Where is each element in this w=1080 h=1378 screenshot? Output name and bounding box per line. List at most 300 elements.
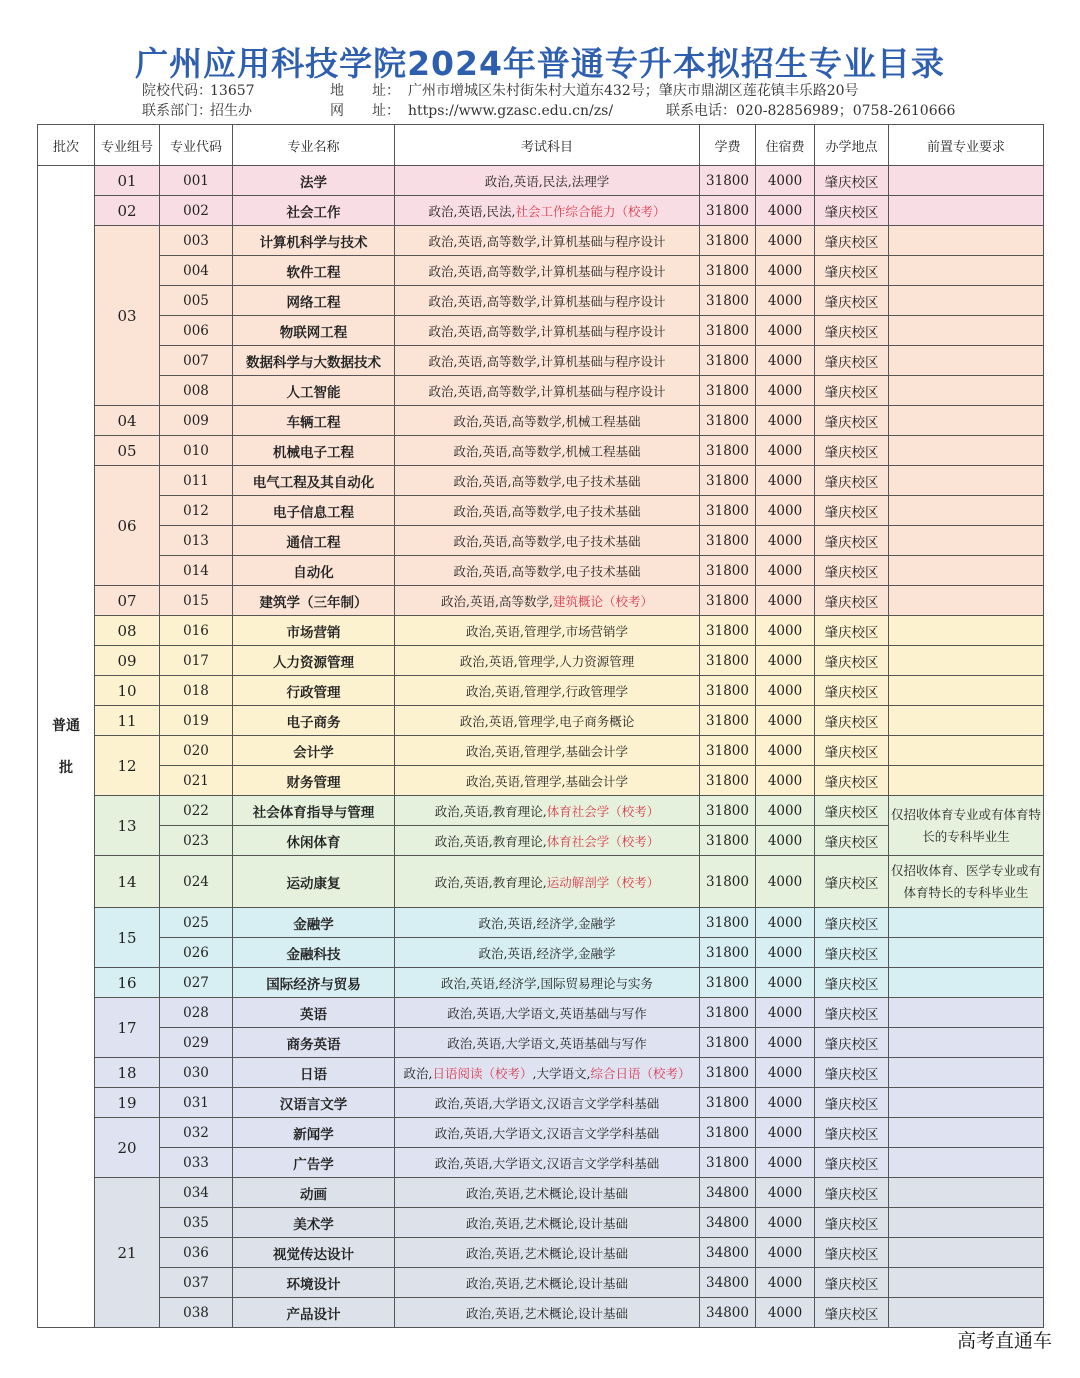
exam-subjects-cell <box>395 968 700 998</box>
table-row <box>38 1208 1044 1238</box>
major-code-cell: 038 <box>160 1298 233 1328</box>
tuition-cell: 31800 <box>700 676 756 706</box>
major-code-cell: 008 <box>160 376 233 406</box>
dorm-fee-cell: 4000 <box>756 496 815 526</box>
campus-cell: 肇庆校区 <box>815 908 889 938</box>
major-name-cell: 美术学 <box>233 1208 395 1238</box>
prerequisite-cell <box>889 406 1044 436</box>
dorm-fee-cell: 4000 <box>756 616 815 646</box>
dorm-fee-cell: 4000 <box>756 526 815 556</box>
group-no-cell: 20 <box>95 1118 160 1178</box>
major-code-cell: 016 <box>160 616 233 646</box>
dorm-fee-cell: 4000 <box>756 1058 815 1088</box>
exam-subject-text: 政治,英语,高等数学,电子技术基础 <box>453 533 641 549</box>
website[interactable]: https://www.gzasc.edu.cn/zs/ <box>408 103 614 119</box>
major-name-cell: 新闻学 <box>233 1118 395 1148</box>
dorm-fee-cell: 4000 <box>756 856 815 908</box>
exam-subjects-cell <box>395 256 700 286</box>
exam-subjects-cell <box>395 466 700 496</box>
dorm-fee-cell: 4000 <box>756 706 815 736</box>
tuition-cell: 31800 <box>700 466 756 496</box>
major-code-cell: 033 <box>160 1148 233 1178</box>
exam-subjects-cell <box>395 1268 700 1298</box>
group-no-cell: 17 <box>95 998 160 1058</box>
tuition-cell: 31800 <box>700 736 756 766</box>
exam-subject-text: 政治,英语,艺术概论,设计基础 <box>466 1245 628 1261</box>
major-name-cell: 数据科学与大数据技术 <box>233 346 395 376</box>
dorm-fee-cell: 4000 <box>756 286 815 316</box>
major-code-cell: 001 <box>160 166 233 196</box>
address: 广州市增城区朱村街朱村大道东432号；肇庆市鼎湖区莲花镇丰乐路20号 <box>408 83 859 99</box>
campus-cell: 肇庆校区 <box>815 1208 889 1238</box>
major-code-cell: 030 <box>160 1058 233 1088</box>
header-exam-subjects: 考试科目 <box>395 125 700 166</box>
major-code-cell: 032 <box>160 1118 233 1148</box>
tuition-cell: 31800 <box>700 1058 756 1088</box>
campus-cell: 肇庆校区 <box>815 496 889 526</box>
table-row <box>38 316 1044 346</box>
campus-cell: 肇庆校区 <box>815 256 889 286</box>
major-name-cell: 社会体育指导与管理 <box>233 796 395 826</box>
prerequisite-cell <box>889 256 1044 286</box>
major-name-cell: 休闲体育 <box>233 826 395 856</box>
phone: 020-82856989；0758-2610666 <box>736 103 956 119</box>
major-name-cell: 人工智能 <box>233 376 395 406</box>
campus-cell: 肇庆校区 <box>815 1238 889 1268</box>
tuition-cell: 31800 <box>700 706 756 736</box>
major-name-cell: 自动化 <box>233 556 395 586</box>
tuition-cell: 31800 <box>700 968 756 998</box>
campus-cell: 肇庆校区 <box>815 998 889 1028</box>
campus-cell: 肇庆校区 <box>815 1298 889 1328</box>
campus-cell: 肇庆校区 <box>815 196 889 226</box>
major-name-cell: 软件工程 <box>233 256 395 286</box>
prerequisite-cell <box>889 1058 1044 1088</box>
exam-subjects-cell <box>395 796 700 826</box>
group-no-cell: 14 <box>95 856 160 908</box>
dept: 招生办 <box>210 103 252 119</box>
tuition-cell: 31800 <box>700 496 756 526</box>
info-line-1 <box>142 80 859 100</box>
major-name-cell: 法学 <box>233 166 395 196</box>
table-row <box>38 436 1044 466</box>
exam-subject-text: 政治,英语,高等数学,机械工程基础 <box>453 413 641 429</box>
major-name-cell: 电气工程及其自动化 <box>233 466 395 496</box>
tuition-cell: 31800 <box>700 526 756 556</box>
table-row <box>38 736 1044 766</box>
major-code-cell: 007 <box>160 346 233 376</box>
major-code-cell: 036 <box>160 1238 233 1268</box>
prerequisite-cell <box>889 1088 1044 1118</box>
group-no-cell: 02 <box>95 196 160 226</box>
tuition-cell: 31800 <box>700 316 756 346</box>
group-no-cell: 21 <box>95 1178 160 1328</box>
campus-cell: 肇庆校区 <box>815 1028 889 1058</box>
exam-subject-text: 政治,英语,高等数学,电子技术基础 <box>453 473 641 489</box>
prerequisite-cell <box>889 968 1044 998</box>
dorm-fee-cell: 4000 <box>756 998 815 1028</box>
table-row <box>38 856 1044 908</box>
prerequisite-cell <box>889 1298 1044 1328</box>
major-code-cell: 004 <box>160 256 233 286</box>
exam-subjects-cell <box>395 376 700 406</box>
exam-subjects-cell <box>395 1178 700 1208</box>
group-no-cell: 06 <box>95 466 160 586</box>
campus-cell: 肇庆校区 <box>815 646 889 676</box>
major-code-cell: 028 <box>160 998 233 1028</box>
dorm-fee-cell: 4000 <box>756 1268 815 1298</box>
exam-subject-text: 政治,英语,大学语文,汉语言文学学科基础 <box>434 1095 660 1111</box>
prerequisite-cell <box>889 646 1044 676</box>
dorm-fee-cell: 4000 <box>756 226 815 256</box>
major-code-cell: 031 <box>160 1088 233 1118</box>
exam-subject-text: 政治,英语,管理学,电子商务概论 <box>459 713 635 729</box>
watermark-text: 高考直通车 <box>956 1330 1052 1352</box>
school-exam-subject: 体育社会学（校考） <box>546 803 660 819</box>
major-code-cell: 010 <box>160 436 233 466</box>
exam-subjects-cell <box>395 196 700 226</box>
exam-subjects-cell <box>395 586 700 616</box>
major-name-cell: 动画 <box>233 1178 395 1208</box>
exam-subjects-cell <box>395 556 700 586</box>
major-code-cell: 014 <box>160 556 233 586</box>
exam-subjects-cell <box>395 526 700 556</box>
dorm-fee-cell: 4000 <box>756 1088 815 1118</box>
table-row <box>38 286 1044 316</box>
group-no-cell: 05 <box>95 436 160 466</box>
prerequisite-cell: 仅招收体育专业或有体育特长的专科毕业生 <box>889 796 1044 856</box>
dorm-fee-cell: 4000 <box>756 406 815 436</box>
prerequisite-cell <box>889 436 1044 466</box>
major-name-cell: 日语 <box>233 1058 395 1088</box>
exam-subject-text: 政治,英语,经济学,国际贸易理论与实务 <box>441 975 653 991</box>
table-row <box>38 1298 1044 1328</box>
major-code-cell: 020 <box>160 736 233 766</box>
major-code-cell: 012 <box>160 496 233 526</box>
exam-subject-text: 政治,英语,管理学,行政管理学 <box>466 683 628 699</box>
prerequisite-cell <box>889 908 1044 938</box>
major-code-cell: 002 <box>160 196 233 226</box>
major-name-cell: 商务英语 <box>233 1028 395 1058</box>
tuition-cell: 34800 <box>700 1268 756 1298</box>
campus-cell: 肇庆校区 <box>815 376 889 406</box>
major-code-cell: 006 <box>160 316 233 346</box>
exam-subjects-cell <box>395 1298 700 1328</box>
group-no-cell: 01 <box>95 166 160 196</box>
major-code-cell: 022 <box>160 796 233 826</box>
prerequisite-cell <box>889 616 1044 646</box>
major-code-cell: 011 <box>160 466 233 496</box>
prerequisite-cell <box>889 286 1044 316</box>
group-no-cell: 09 <box>95 646 160 676</box>
exam-subject-text: 政治,英语,高等数学,计算机基础与程序设计 <box>428 353 666 369</box>
exam-subjects-cell <box>395 736 700 766</box>
website-label: 网 址： <box>330 103 400 119</box>
exam-subject-text: 政治,英语,大学语文,汉语言文学学科基础 <box>434 1155 660 1171</box>
major-code-cell: 035 <box>160 1208 233 1238</box>
table-row <box>38 1238 1044 1268</box>
tuition-cell: 31800 <box>700 826 756 856</box>
exam-subjects-cell <box>395 676 700 706</box>
school-exam-subject: 建筑概论（校考） <box>552 593 653 609</box>
major-code-cell: 009 <box>160 406 233 436</box>
header-major-name: 专业名称 <box>233 125 395 166</box>
group-no-cell: 07 <box>95 586 160 616</box>
tuition-cell: 34800 <box>700 1208 756 1238</box>
table-row <box>38 466 1044 496</box>
major-name-cell: 英语 <box>233 998 395 1028</box>
major-name-cell: 市场营销 <box>233 616 395 646</box>
tuition-cell: 31800 <box>700 196 756 226</box>
group-no-cell: 15 <box>95 908 160 968</box>
exam-subjects-cell <box>395 226 700 256</box>
school-exam-subject: 社会工作综合能力（校考） <box>515 203 666 219</box>
exam-subject-text: 政治,英语,民法, <box>428 203 516 219</box>
dorm-fee-cell: 4000 <box>756 196 815 226</box>
major-name-cell: 汉语言文学 <box>233 1088 395 1118</box>
campus-cell: 肇庆校区 <box>815 346 889 376</box>
prerequisite-cell <box>889 1268 1044 1298</box>
dorm-fee-cell: 4000 <box>756 1148 815 1178</box>
major-name-cell: 会计学 <box>233 736 395 766</box>
table-row <box>38 646 1044 676</box>
campus-cell: 肇庆校区 <box>815 1178 889 1208</box>
dorm-fee-cell: 4000 <box>756 1118 815 1148</box>
dorm-fee-cell: 4000 <box>756 1238 815 1268</box>
prerequisite-cell: 仅招收体育、医学专业或有体育特长的专科毕业生 <box>889 856 1044 908</box>
header-tuition: 学费 <box>700 125 756 166</box>
tuition-cell: 31800 <box>700 346 756 376</box>
exam-subject-text: 政治,英语,高等数学,计算机基础与程序设计 <box>428 293 666 309</box>
exam-subject-text: 政治,英语,教育理论, <box>434 803 547 819</box>
prerequisite-cell <box>889 196 1044 226</box>
major-code-cell: 017 <box>160 646 233 676</box>
exam-subject-text: 政治,英语,高等数学,计算机基础与程序设计 <box>428 263 666 279</box>
table-row <box>38 376 1044 406</box>
campus-cell: 肇庆校区 <box>815 676 889 706</box>
prerequisite-cell <box>889 1238 1044 1268</box>
exam-subjects-cell <box>395 1118 700 1148</box>
dorm-fee-cell: 4000 <box>756 376 815 406</box>
major-code-cell: 029 <box>160 1028 233 1058</box>
tuition-cell: 31800 <box>700 1148 756 1178</box>
exam-subjects-cell <box>395 1238 700 1268</box>
group-no-cell: 12 <box>95 736 160 796</box>
exam-subjects-cell <box>395 1028 700 1058</box>
header-prerequisite: 前置专业要求 <box>889 125 1044 166</box>
table-row <box>38 166 1044 196</box>
tuition-cell: 31800 <box>700 406 756 436</box>
major-name-cell: 环境设计 <box>233 1268 395 1298</box>
prerequisite-cell <box>889 526 1044 556</box>
table-row <box>38 196 1044 226</box>
header-major-code: 专业代码 <box>160 125 233 166</box>
prerequisite-cell <box>889 466 1044 496</box>
tuition-cell: 31800 <box>700 256 756 286</box>
prerequisite-cell <box>889 586 1044 616</box>
campus-cell: 肇庆校区 <box>815 1118 889 1148</box>
campus-cell: 肇庆校区 <box>815 1148 889 1178</box>
exam-subject-text: 政治,英语,高等数学,电子技术基础 <box>453 563 641 579</box>
table-row <box>38 1088 1044 1118</box>
table-row <box>38 1058 1044 1088</box>
exam-subjects-cell <box>395 286 700 316</box>
table-row <box>38 968 1044 998</box>
campus-cell: 肇庆校区 <box>815 316 889 346</box>
exam-subjects-cell <box>395 1058 700 1088</box>
dorm-fee-cell: 4000 <box>756 346 815 376</box>
table-body <box>38 166 1044 1328</box>
exam-subjects-cell <box>395 706 700 736</box>
campus-cell: 肇庆校区 <box>815 826 889 856</box>
dorm-fee-cell: 4000 <box>756 676 815 706</box>
exam-subjects-cell <box>395 616 700 646</box>
exam-subject-text: 政治,英语,艺术概论,设计基础 <box>466 1305 628 1321</box>
dorm-fee-cell: 4000 <box>756 466 815 496</box>
prerequisite-cell <box>889 998 1044 1028</box>
exam-subjects-cell <box>395 938 700 968</box>
major-catalog-table <box>37 124 1044 1328</box>
table-row <box>38 1148 1044 1178</box>
tuition-cell: 31800 <box>700 1088 756 1118</box>
exam-subjects-cell <box>395 856 700 908</box>
table-row <box>38 496 1044 526</box>
campus-cell: 肇庆校区 <box>815 586 889 616</box>
exam-subjects-cell <box>395 766 700 796</box>
header-dorm-fee: 住宿费 <box>756 125 815 166</box>
prerequisite-cell <box>889 226 1044 256</box>
major-code-cell: 027 <box>160 968 233 998</box>
exam-subject-text: 政治,英语,经济学,金融学 <box>478 915 616 931</box>
table-row <box>38 1268 1044 1298</box>
exam-subject-text: 政治,英语,管理学,人力资源管理 <box>459 653 635 669</box>
exam-subject-text: 政治,英语,高等数学,计算机基础与程序设计 <box>428 383 666 399</box>
tuition-cell: 34800 <box>700 1298 756 1328</box>
exam-subjects-cell <box>395 908 700 938</box>
campus-cell: 肇庆校区 <box>815 436 889 466</box>
exam-subject-text: 政治,英语,高等数学,计算机基础与程序设计 <box>428 233 666 249</box>
exam-subjects-cell <box>395 646 700 676</box>
exam-subjects-cell <box>395 496 700 526</box>
school-exam-subject: 日语阅读（校考） <box>432 1065 533 1081</box>
exam-subjects-cell <box>395 1208 700 1238</box>
campus-cell: 肇庆校区 <box>815 166 889 196</box>
major-code-cell: 005 <box>160 286 233 316</box>
major-name-cell: 视觉传达设计 <box>233 1238 395 1268</box>
tuition-cell: 31800 <box>700 856 756 908</box>
major-name-cell: 广告学 <box>233 1148 395 1178</box>
exam-subject-text: 政治,英语,艺术概论,设计基础 <box>466 1185 628 1201</box>
info-line-2 <box>142 100 955 120</box>
dorm-fee-cell: 4000 <box>756 586 815 616</box>
header-batch: 批次 <box>38 125 95 166</box>
exam-subject-text: 政治,英语,管理学,基础会计学 <box>466 743 628 759</box>
group-no-cell: 11 <box>95 706 160 736</box>
tuition-cell: 31800 <box>700 286 756 316</box>
campus-cell: 肇庆校区 <box>815 616 889 646</box>
major-name-cell: 物联网工程 <box>233 316 395 346</box>
prerequisite-cell <box>889 1208 1044 1238</box>
prerequisite-cell <box>889 766 1044 796</box>
prerequisite-cell <box>889 346 1044 376</box>
major-code-cell: 019 <box>160 706 233 736</box>
exam-subject-text: 政治,英语,大学语文,英语基础与写作 <box>447 1005 647 1021</box>
tuition-cell: 31800 <box>700 908 756 938</box>
tuition-cell: 31800 <box>700 1028 756 1058</box>
tuition-cell: 31800 <box>700 616 756 646</box>
exam-subject-text: 政治,英语,教育理论, <box>434 874 547 890</box>
dorm-fee-cell: 4000 <box>756 1178 815 1208</box>
major-code-cell: 021 <box>160 766 233 796</box>
prerequisite-cell <box>889 706 1044 736</box>
table-row <box>38 1118 1044 1148</box>
exam-subject-text: 政治,英语,高等数学,机械工程基础 <box>453 443 641 459</box>
prerequisite-cell <box>889 1028 1044 1058</box>
tuition-cell: 31800 <box>700 796 756 826</box>
campus-cell: 肇庆校区 <box>815 1088 889 1118</box>
table-row <box>38 616 1044 646</box>
prerequisite-cell <box>889 938 1044 968</box>
exam-subject-text: 政治,英语,经济学,金融学 <box>478 945 616 961</box>
table-row <box>38 998 1044 1028</box>
major-name-cell: 计算机科学与技术 <box>233 226 395 256</box>
tuition-cell: 31800 <box>700 436 756 466</box>
tuition-cell: 31800 <box>700 938 756 968</box>
school-code: 13657 <box>210 83 255 99</box>
group-no-cell: 19 <box>95 1088 160 1118</box>
tuition-cell: 31800 <box>700 646 756 676</box>
exam-subjects-cell <box>395 316 700 346</box>
exam-subject-text: 政治,英语,管理学,基础会计学 <box>466 773 628 789</box>
prerequisite-cell <box>889 556 1044 586</box>
campus-cell: 肇庆校区 <box>815 796 889 826</box>
major-name-cell: 建筑学（三年制） <box>233 586 395 616</box>
exam-subjects-cell <box>395 406 700 436</box>
major-code-cell: 034 <box>160 1178 233 1208</box>
campus-cell: 肇庆校区 <box>815 286 889 316</box>
tuition-cell: 31800 <box>700 166 756 196</box>
table-row <box>38 526 1044 556</box>
major-code-cell: 013 <box>160 526 233 556</box>
dorm-fee-cell: 4000 <box>756 766 815 796</box>
exam-subjects-cell <box>395 1148 700 1178</box>
tuition-cell: 31800 <box>700 376 756 406</box>
exam-subject-text: 政治,英语,民法,法理学 <box>484 173 610 189</box>
group-no-cell: 16 <box>95 968 160 998</box>
dorm-fee-cell: 4000 <box>756 556 815 586</box>
prerequisite-cell <box>889 496 1044 526</box>
exam-subject-text: 政治,英语,大学语文,汉语言文学学科基础 <box>434 1125 660 1141</box>
prerequisite-cell <box>889 166 1044 196</box>
campus-cell: 肇庆校区 <box>815 1268 889 1298</box>
exam-subject-text: 政治,英语,艺术概论,设计基础 <box>466 1275 628 1291</box>
table-row <box>38 346 1044 376</box>
major-name-cell: 财务管理 <box>233 766 395 796</box>
major-name-cell: 运动康复 <box>233 856 395 908</box>
tuition-cell: 31800 <box>700 998 756 1028</box>
major-name-cell: 行政管理 <box>233 676 395 706</box>
school-exam-subject: 运动解剖学（校考） <box>546 874 660 890</box>
tuition-cell: 31800 <box>700 586 756 616</box>
major-name-cell: 产品设计 <box>233 1298 395 1328</box>
table-row <box>38 766 1044 796</box>
table-row <box>38 1178 1044 1208</box>
table-row <box>38 796 1044 826</box>
dorm-fee-cell: 4000 <box>756 1208 815 1238</box>
campus-cell: 肇庆校区 <box>815 766 889 796</box>
major-name-cell: 电子信息工程 <box>233 496 395 526</box>
dorm-fee-cell: 4000 <box>756 1028 815 1058</box>
